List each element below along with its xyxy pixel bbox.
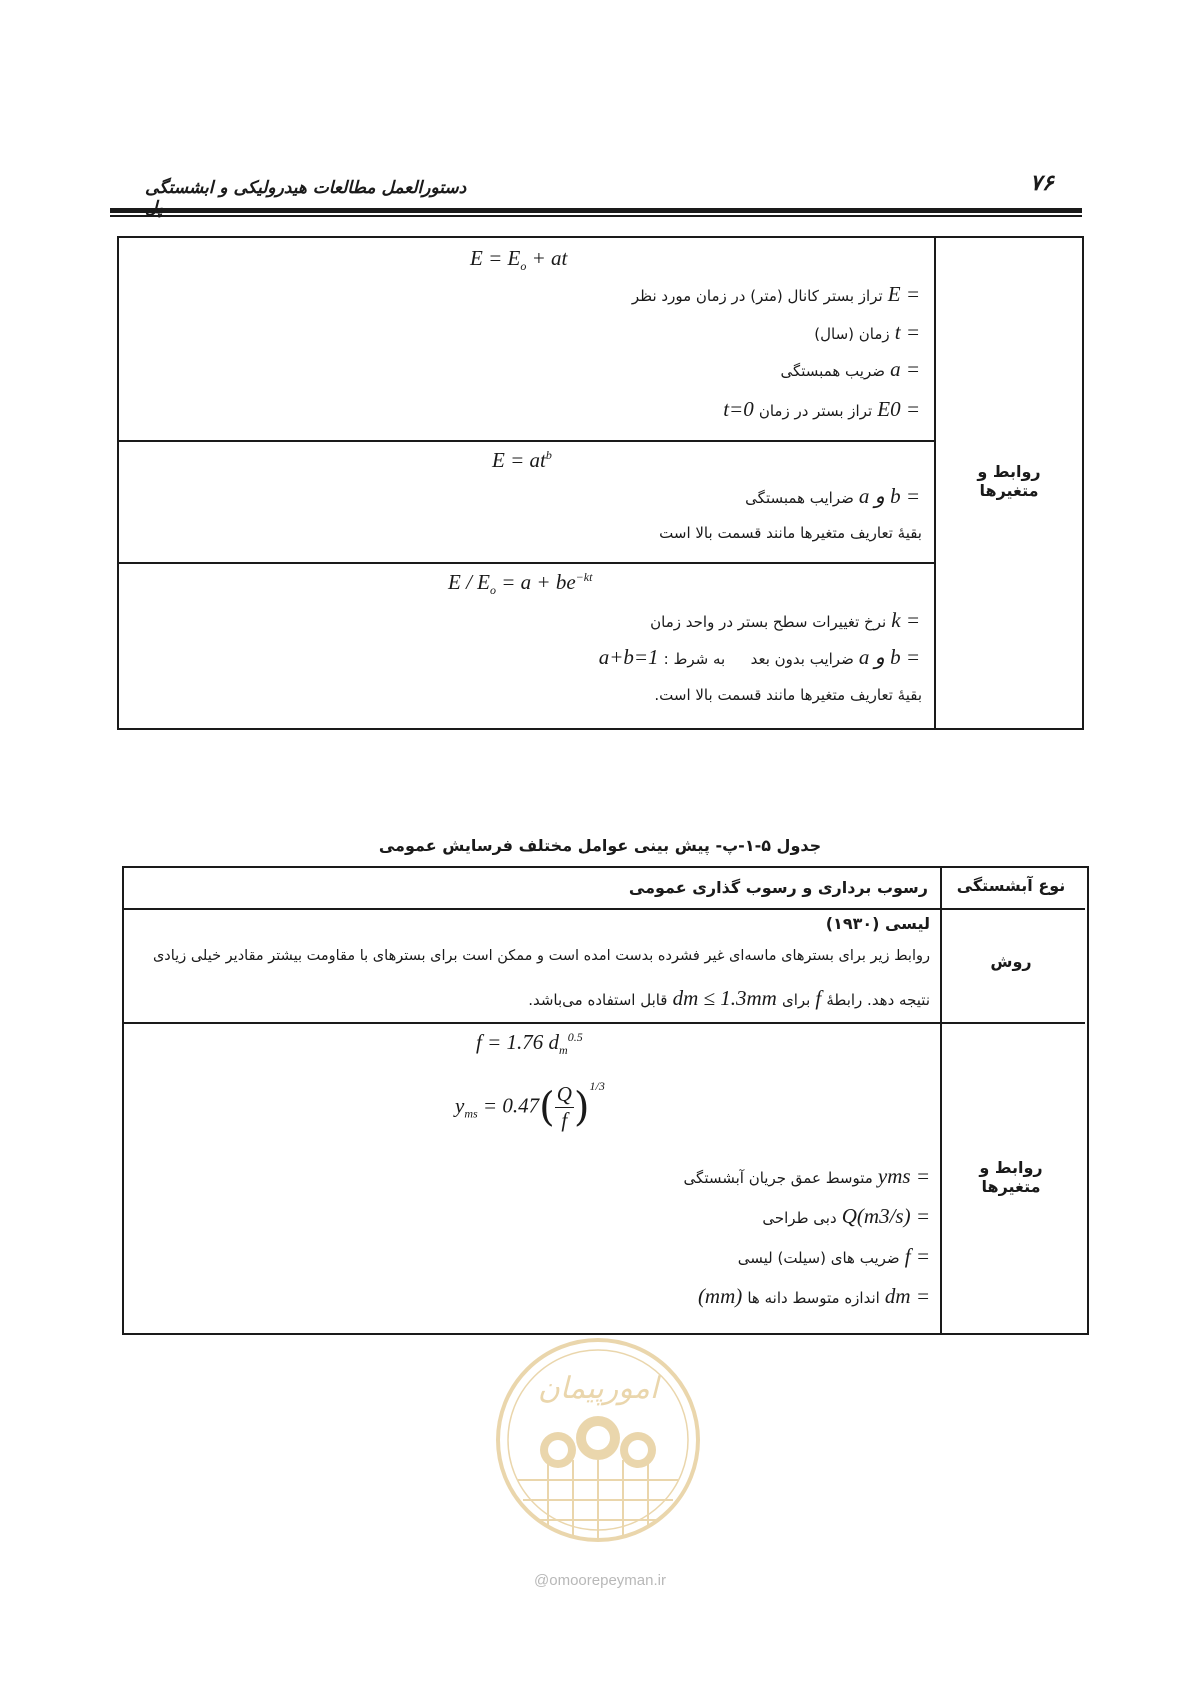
table1-row-sep-2 [117,562,936,564]
col-header-type: نوع آبشستگی [956,876,1066,895]
def-var: a و b = [858,645,920,669]
def-text: نرخ تغییرات سطح بستر در واحد زمان [650,613,887,631]
row-rel-label: روابط و متغیرها [979,1158,1043,1196]
sec2-note: بقیهٔ تعاریف متغیرها مانند قسمت بالا است [659,524,922,542]
def-row-ab-dimensionless [560,645,920,670]
table2-header-sep [122,908,1085,910]
watermark-brand: امورپیمان [537,1371,659,1406]
equation-E-linear: $E = E_o$ + at [470,246,568,274]
def-row-E0 [640,397,920,422]
table1-row-sep-1 [117,440,936,442]
header-rule [110,208,1082,213]
def-var: E0 = [877,397,920,421]
def-text: تراز بستر کانال (متر) در زمان مورد نظر [631,287,883,305]
def-row-dm [600,1284,930,1309]
def-row-f [600,1244,930,1269]
def-var: f = [904,1244,930,1268]
def-text: متوسط عمق جریان آبشستگی [683,1169,873,1187]
equation-E-exp: $E / E_o = a + be^{-kt}$ [448,570,593,598]
equation-f-lacey: f = 1.76 $d_m^{0.5}$ [476,1030,583,1058]
def-var: k = [891,608,920,632]
header-rule-thin [110,215,1082,217]
def-var: yms = [877,1164,930,1188]
def-text: زمان (سال) [814,325,890,343]
def-row-yms [600,1164,930,1189]
def-var: E = [887,282,920,306]
method-line-2-cond: dm ≤ 1.3mm [672,986,777,1010]
method-line-2-a: نتیجه دهد. رابطهٔ [826,991,930,1009]
watermark-logo [488,1330,708,1570]
def-text: دبی طراحی [762,1209,837,1227]
method-line-2-b: برای [781,991,811,1009]
method-title: لیسی (۱۹۳۰) [825,914,930,933]
def-text: ضرایب بدون بعد [750,650,854,668]
equation-E-power: $E = at^b$ [492,448,552,472]
method-line-2-c: قابل استفاده می‌باشد. [528,991,668,1009]
equation-yms: $y_{ms} = 0.47$( $\frac{Q}{f}$ )$^{1/3}$ [455,1079,605,1132]
method-line-1: روابط زیر برای بسترهای ماسه‌ای غیر فشرده بدست آمده است و ممکن است برای بسترهای با مقاومت بیشتر مقادیر خیلی زیادی [152,948,930,964]
def-row-ab [700,484,920,509]
watermark-seal-icon [488,1330,708,1570]
page-number: ۷۶ [1030,170,1054,196]
def-row-Q [600,1204,930,1229]
def-row-E [600,282,920,307]
table1-divider [934,236,936,728]
table2-row-sep [122,1022,1085,1024]
running-title: دستورالعمل مطالعات هیدرولیکی و ابشستگی [145,178,467,198]
at-icon: @ [534,1572,550,1589]
row-method-label: روش [990,952,1032,971]
def-var: a = [890,357,920,381]
def-var: dm = [884,1284,930,1308]
def-cond: a+b=1 [598,645,659,669]
watermark-url: @omoorepeyman.ir [534,1572,666,1589]
def-var: t = [894,320,920,344]
method-line-2-f: f [815,986,822,1010]
table1-row-label: روابط و متغیرها [977,462,1041,500]
def-text: ضرایب همبستگی [745,489,854,507]
sec3-note: بقیهٔ تعاریف متغیرها مانند قسمت بالا است. [654,686,922,704]
def-text: تراز بستر در زمان [758,402,873,420]
def-cond-label: به شرط : [663,650,726,668]
def-text: اندازه متوسط دانه ها [747,1289,880,1307]
def-row-k [620,608,920,633]
def-row-t [700,320,920,345]
def-unit: (mm) [697,1284,743,1308]
def-text: ضریب همبستگی [780,362,885,380]
method-line-2 [500,986,930,1011]
table2-caption: جدول ۵-۱-پ- پیش بینی عوامل مختلف فرسایش عمومی [378,836,822,855]
table2-divider [940,866,942,1333]
def-var: Q(m3/s) = [841,1204,930,1228]
def-var: a و b = [858,484,920,508]
def-row-a [700,357,920,382]
col-header-value: رسوب برداری و رسوب گذاری عمومی [628,878,928,897]
def-text: ضریب های (سیلت) لیسی [737,1249,900,1267]
def-cond: t=0 [723,397,754,421]
